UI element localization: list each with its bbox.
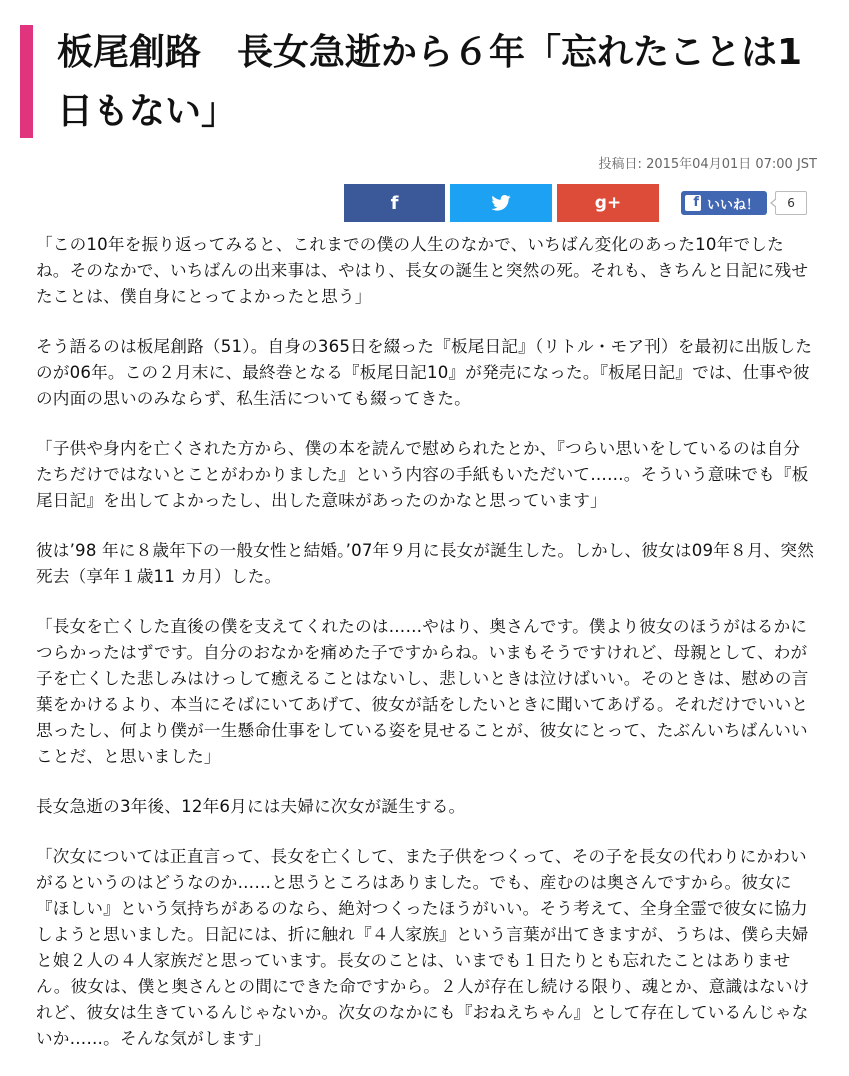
like-count-badge: 6: [775, 191, 807, 215]
googleplus-share-button[interactable]: [557, 184, 659, 222]
facebook-like-button[interactable]: [681, 191, 767, 215]
article-paragraph: 「この10年を振り返ってみると、これまでの僕の人生のなかで、いちばん変化のあった10年でしたね。そのなかで、いちばんの出来事は、やはり、長女の誕生と突然の死。それも、きちんと日記に残せたことは、僕自身にとってよかったと思う」: [36, 235, 809, 306]
article-paragraph: そう語るのは板尾創路（51）。自身の365日を綴った『板尾日記』（リトル・モア刊）を最初に出版したのが06年。この２月末に、最終巻となる『板尾日記10』が発売になった。『板尾日記』では、仕事や彼の内面の思いのみならず、私生活についても綴ってきた。: [36, 337, 813, 408]
facebook-share-button[interactable]: [344, 184, 445, 222]
article-paragraph: 「長女を亡くした直後の僕を支えてくれたのは……やはり、奥さんです。僕より彼女のほうがはるかにつらかったはずです。自分のおなかを痛めた子ですからね。いまもそうですけれど、母親として、わが子を亡くした悲しみはけっして癒えることはないし、悲しいときは泣けばいい。そのときは、慰めの言葉をかけるより、本当にそばにいてあげて、彼女が話をしたいときに聞いてあげる。それだけでいいと思ったし、何より僕が一生懸命仕事をしている姿を見せることが、彼女にとって、たぶんいちばんいいことだ、と思いました」: [36, 617, 809, 766]
article-paragraph: 彼は’98 年に８歳年下の一般女性と結婚。’07年９月に長女が誕生した。しかし、彼女は09年８月、突然死去（享年１歳11 カ月）した。: [36, 541, 815, 586]
facebook-icon: f: [390, 192, 399, 214]
post-date: [599, 153, 817, 172]
twitter-icon: [491, 195, 511, 211]
post-date-value: 2015年04月01日 07:00 JST: [646, 157, 817, 172]
article-body: [36, 232, 816, 1076]
article-paragraph: 「子供や身内を亡くされた方から、僕の本を読んで慰められたとか、『つらい思いをしているのは自分たちだけではないとことがわかりました』という内容の手紙もいただいて……。そういう意味でも『板尾日記』を出してよかったし、出した意味があったのかなと思っています」: [36, 439, 809, 510]
facebook-like-widget: [681, 190, 807, 216]
post-date-label: 投稿日:: [598, 157, 642, 172]
googleplus-icon: g+: [594, 193, 622, 213]
article-paragraph: 「次女については正直言って、長女を亡くして、また子供をつくって、その子を長女の代わりにかわいがるというのはどうなのか……と思うところはありました。でも、産むのは奥さんですから。彼女に『ほしい』という気持ちがあるのなら、絶対つくったほうがいい。そう考えて、全身全霊で彼女に協力しようと思いました。日記には、折に触れ『４人家族』という言葉が出てきますが、うちは、僕ら夫婦と娘２人の４人家族だと思っています。長女のことは、いまでも１日たりとも忘れたことはありません。彼女は、僕と奥さんとの間にできた命ですから。２人が存在し続ける限り、魂とか、意識はないけれど、彼女は生きているんじゃないか。次女のなかにも『おねえちゃん』として存在しているんじゃないか……。そんな気がします」: [36, 847, 810, 1048]
title-accent-bar: [20, 25, 33, 138]
facebook-f-icon: f: [685, 195, 701, 211]
article-paragraph: 長女急逝の3年後、12年6月には夫婦に次女が誕生する。: [36, 797, 466, 816]
like-label: いいね！: [707, 197, 760, 213]
article-title: 板尾創路 長女急逝から６年「忘れたことは1日もない」: [57, 32, 803, 132]
twitter-share-button[interactable]: [450, 184, 552, 222]
